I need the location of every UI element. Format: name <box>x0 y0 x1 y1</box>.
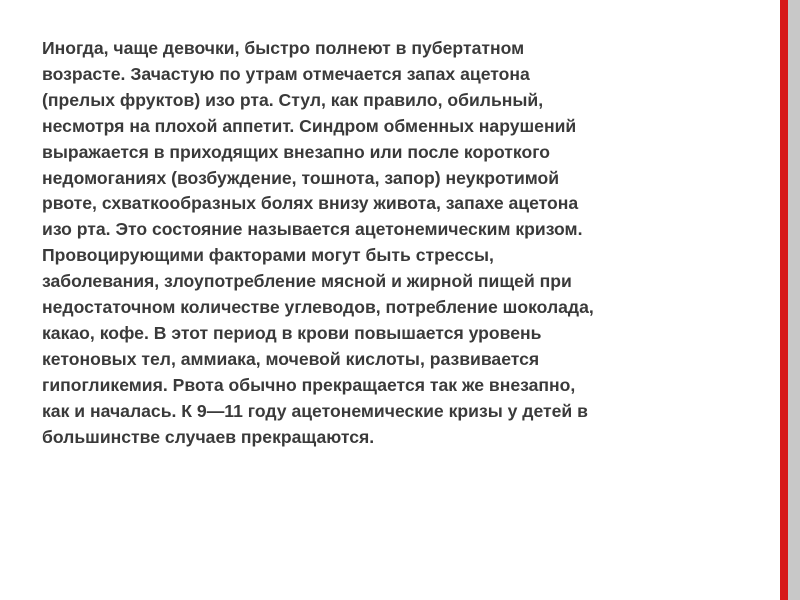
accent-bar-red <box>780 0 788 600</box>
body-line: заболевания, злоупотребление мясной и жирной пищей при <box>42 271 572 292</box>
body-line: изо рта. Это состояние называется ацетонемическим кризом. <box>42 219 583 240</box>
body-line: Иногда, чаще девочки, быстро полнеют в пубертатном <box>42 38 525 58</box>
body-line: недомоганиях (возбуждение, тошнота, запор) неукротимой <box>42 167 560 188</box>
body-line: большинстве случаев прекращаются. <box>42 426 375 447</box>
edge-bar-gray <box>788 0 800 600</box>
body-line: рвоте, схваткообразных болях внизу живота, запахе ацетона <box>42 193 579 214</box>
body-line: выражается в приходящих внезапно или после короткого <box>42 141 551 162</box>
body-paragraph <box>42 36 752 451</box>
body-line: как и началась. К 9—11 году ацетонемические кризы у детей в <box>42 400 588 421</box>
body-line: гипогликемия. Рвота обычно прекращается так же внезапно, <box>42 374 576 395</box>
body-line: (прелых фруктов) изо рта. Стул, как правило, обильный, <box>42 89 544 110</box>
body-line: Провоцирующими факторами могут быть стрессы, <box>42 245 494 266</box>
body-line: какао, кофе. В этот период в крови повышается уровень <box>42 322 542 343</box>
body-line: кетоновых тел, аммиака, мочевой кислоты, развивается <box>42 348 540 369</box>
body-line: недостаточном количестве углеводов, потребление шоколада, <box>42 297 594 318</box>
body-line: несмотря на плохой аппетит. Синдром обменных нарушений <box>42 115 577 136</box>
body-line: возрасте. Зачастую по утрам отмечается запах ацетона <box>42 63 530 84</box>
